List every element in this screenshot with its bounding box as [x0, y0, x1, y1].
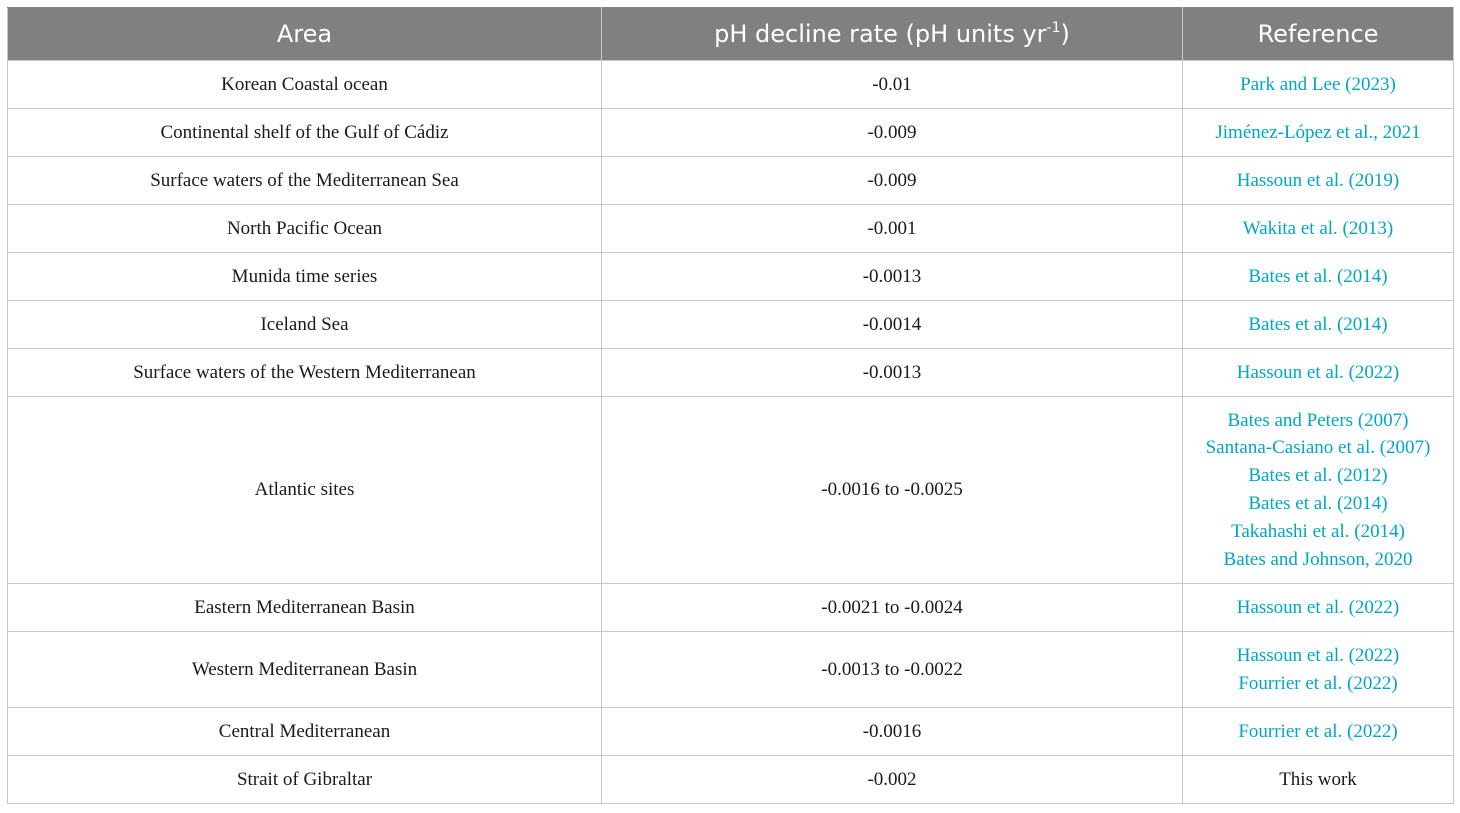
- table-row: [8, 397, 1454, 584]
- cell-rate: -0.0014: [602, 301, 1183, 349]
- header-rate-close: ): [1060, 20, 1070, 48]
- cell-rate: -0.001: [602, 205, 1183, 253]
- cell-rate: -0.002: [602, 756, 1183, 804]
- cell-area: Eastern Mediterranean Basin: [8, 584, 602, 632]
- cell-rate: -0.01: [602, 61, 1183, 109]
- reference-link[interactable]: Hassoun et al. (2019): [1236, 169, 1400, 191]
- reference-text: This work: [1279, 768, 1357, 790]
- table-row: [8, 61, 1454, 109]
- table-row: [8, 349, 1454, 397]
- cell-rate: -0.009: [602, 109, 1183, 157]
- cell-reference: [1183, 61, 1454, 109]
- cell-reference: [1183, 756, 1454, 804]
- reference-link[interactable]: Fourrier et al. (2022): [1238, 720, 1398, 742]
- cell-reference: [1183, 632, 1454, 708]
- cell-area: Atlantic sites: [8, 397, 602, 584]
- cell-rate: -0.0013: [602, 253, 1183, 301]
- reference-link[interactable]: Bates et al. (2014): [1248, 265, 1388, 287]
- cell-rate: -0.0021 to -0.0024: [602, 584, 1183, 632]
- cell-rate: -0.0013 to -0.0022: [602, 632, 1183, 708]
- cell-area: Munida time series: [8, 253, 602, 301]
- table-header: [8, 8, 1454, 61]
- cell-area: Western Mediterranean Basin: [8, 632, 602, 708]
- cell-rate: -0.0013: [602, 349, 1183, 397]
- reference-link[interactable]: Bates et al. (2014): [1248, 493, 1388, 514]
- reference-link[interactable]: Bates and Peters (2007): [1227, 409, 1409, 431]
- header-row: [8, 8, 1454, 61]
- reference-link[interactable]: Wakita et al. (2013): [1242, 217, 1394, 239]
- cell-reference: [1183, 253, 1454, 301]
- table-row: [8, 109, 1454, 157]
- table-row: [8, 584, 1454, 632]
- reference-link[interactable]: Park and Lee (2023): [1240, 73, 1396, 95]
- cell-area: Surface waters of the Mediterranean Sea: [8, 157, 602, 205]
- table-row: [8, 756, 1454, 804]
- header-rate-superscript: -1: [1046, 20, 1061, 36]
- reference-link[interactable]: Hassoun et al. (2022): [1236, 644, 1400, 666]
- cell-reference: [1183, 157, 1454, 205]
- header-ph-decline-rate: [602, 8, 1183, 61]
- reference-link[interactable]: Bates et al. (2014): [1248, 313, 1388, 335]
- cell-area: Korean Coastal ocean: [8, 61, 602, 109]
- cell-reference: [1183, 584, 1454, 632]
- reference-link[interactable]: Santana-Casiano et al. (2007): [1205, 437, 1431, 459]
- table-row: [8, 205, 1454, 253]
- cell-reference: [1183, 205, 1454, 253]
- reference-link[interactable]: Jiménez-López et al., 2021: [1215, 121, 1421, 143]
- header-reference: Reference: [1183, 8, 1454, 61]
- cell-area: Strait of Gibraltar: [8, 756, 602, 804]
- cell-reference: [1183, 397, 1454, 584]
- table-row: [8, 253, 1454, 301]
- cell-reference: [1183, 109, 1454, 157]
- cell-area: North Pacific Ocean: [8, 205, 602, 253]
- reference-link[interactable]: Takahashi et al. (2014): [1231, 520, 1405, 542]
- table-row: [8, 157, 1454, 205]
- header-area: Area: [8, 8, 602, 61]
- cell-rate: -0.0016: [602, 708, 1183, 756]
- reference-link[interactable]: Hassoun et al. (2022): [1236, 361, 1400, 383]
- cell-area: Surface waters of the Western Mediterranean: [8, 349, 602, 397]
- reference-link[interactable]: Bates and Johnson, 2020: [1223, 548, 1413, 570]
- reference-link[interactable]: Bates et al. (2012): [1248, 465, 1388, 487]
- table-body: [8, 61, 1454, 804]
- reference-link[interactable]: Fourrier et al. (2022): [1238, 672, 1398, 694]
- cell-reference: [1183, 708, 1454, 756]
- table-row: [8, 632, 1454, 708]
- cell-area: Iceland Sea: [8, 301, 602, 349]
- ph-decline-table: [7, 7, 1454, 804]
- cell-rate: -0.009: [602, 157, 1183, 205]
- cell-reference: [1183, 349, 1454, 397]
- table-row: [8, 301, 1454, 349]
- cell-reference: [1183, 301, 1454, 349]
- table-row: [8, 708, 1454, 756]
- cell-area: Central Mediterranean: [8, 708, 602, 756]
- cell-area: Continental shelf of the Gulf of Cádiz: [8, 109, 602, 157]
- reference-link[interactable]: Hassoun et al. (2022): [1236, 596, 1400, 618]
- header-rate-text: pH decline rate (pH units yr: [714, 20, 1047, 48]
- cell-rate: -0.0016 to -0.0025: [602, 397, 1183, 584]
